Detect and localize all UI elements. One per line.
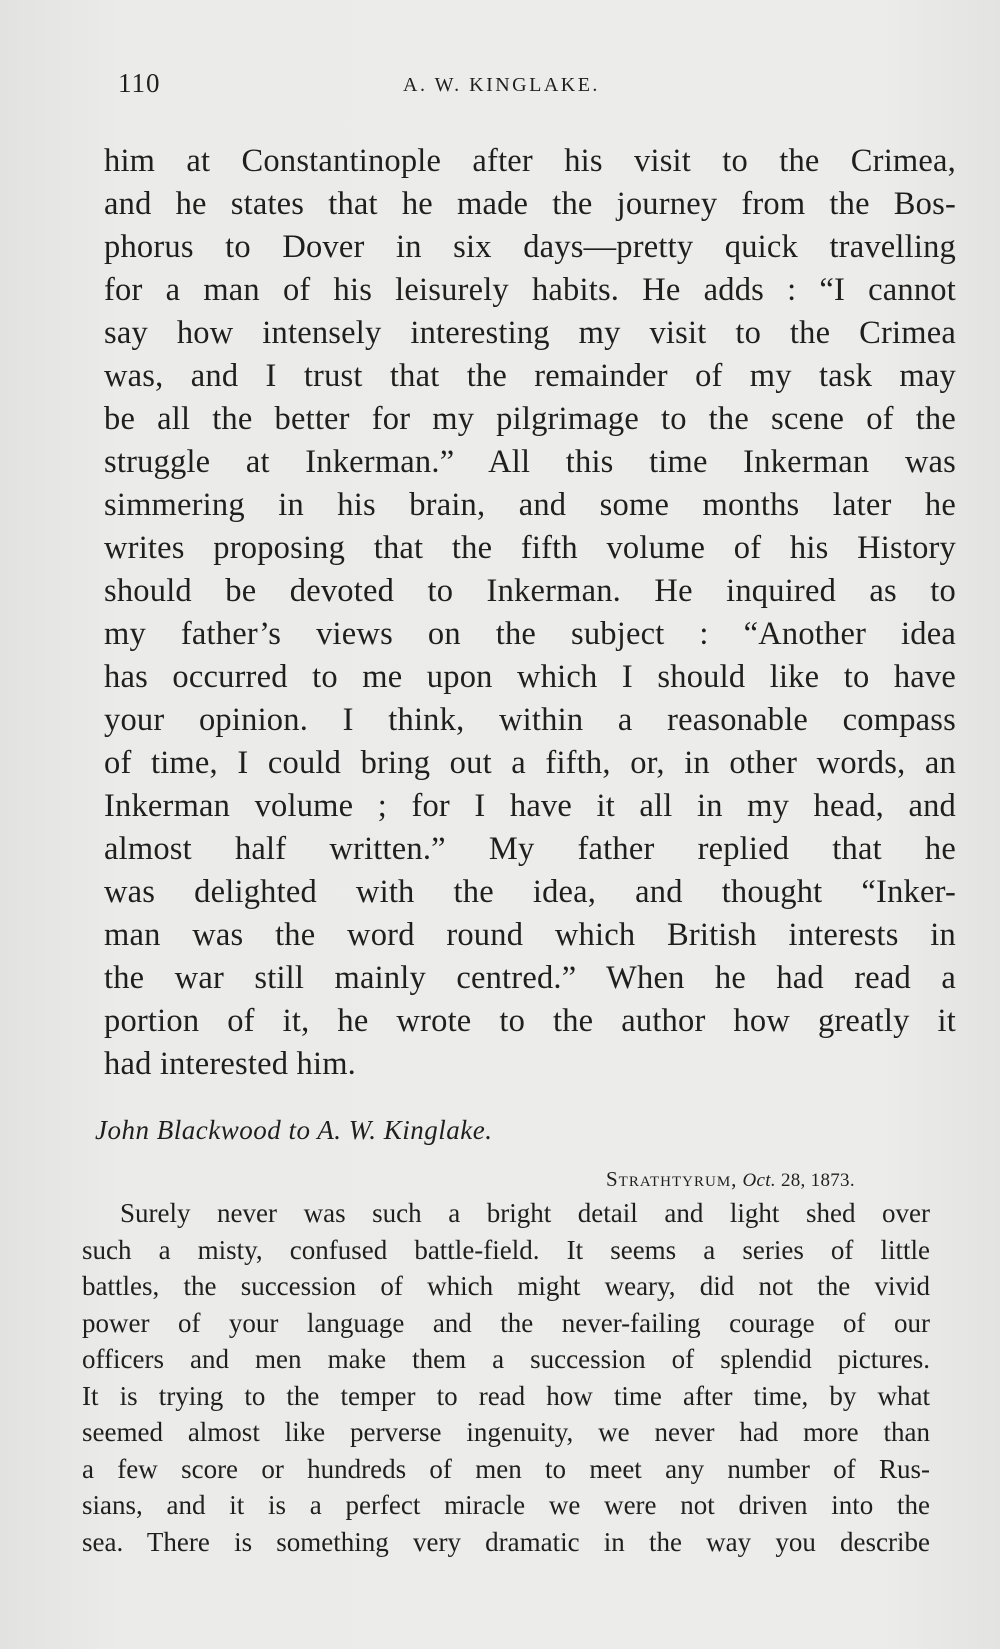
body-line: should be devoted to Inkerman. He inquired as to: [104, 573, 956, 609]
letter-line: seemed almost like perverse ingenuity, we never had more than: [82, 1417, 930, 1447]
letter-date-rest: 28, 1873.: [775, 1170, 855, 1191]
letter-line: Surely never was such a bright detail and light shed over: [120, 1198, 930, 1228]
body-line: writes proposing that the fifth volume of his History: [104, 530, 956, 566]
body-paragraph: [104, 140, 956, 1086]
body-line: say how intensely interesting my visit to the Crimea: [104, 315, 956, 351]
body-line: of time, I could bring out a fifth, or, in other words, an: [104, 745, 956, 781]
body-line: phorus to Dover in six days—pretty quick travelling: [104, 229, 956, 265]
body-line: be all the better for my pilgrimage to the scene of the: [104, 401, 956, 437]
running-head: [118, 68, 958, 108]
body-line: had interested him.: [104, 1046, 356, 1082]
body-line: my father’s views on the subject : “Another idea: [104, 616, 956, 652]
letter-place: Strathtyrum,: [606, 1167, 738, 1191]
letter-line: a few score or hundreds of men to meet any number of Rus-: [82, 1453, 930, 1484]
body-line: was, and I trust that the remainder of my task may: [104, 358, 956, 394]
body-line: has occurred to me upon which I should like to have: [104, 659, 956, 695]
letter-date-month: Oct.: [742, 1170, 776, 1191]
letter-line: sea. There is something very dramatic in the way you describe: [82, 1526, 930, 1557]
letter-heading: John Blackwood to A. W. Kinglake.: [95, 1115, 493, 1145]
running-title: A. W. KINGLAKE.: [403, 74, 600, 96]
body-line: almost half written.” My father replied that he: [104, 831, 956, 867]
page-number: 110: [118, 68, 161, 98]
letter-line: sians, and it is a perfect miracle we were not driven into the: [82, 1490, 930, 1520]
body-line: struggle at Inkerman.” All this time Inkerman was: [104, 444, 956, 480]
letter-line: officers and men make them a succession of splendid pictures.: [82, 1344, 930, 1374]
letter-body: [82, 1195, 930, 1560]
body-line: and he states that he made the journey from the Bos-: [104, 186, 956, 222]
letter-dateline: [606, 1167, 855, 1192]
body-line: him at Constantinople after his visit to the Crimea,: [104, 143, 956, 179]
body-line: the war still mainly centred.” When he had read a: [104, 960, 956, 996]
body-line: your opinion. I think, within a reasonable compass: [104, 702, 956, 738]
body-line: man was the word round which British interests in: [104, 917, 956, 953]
letter-line: power of your language and the never-failing courage of our: [82, 1307, 930, 1338]
body-line: for a man of his leisurely habits. He adds : “I cannot: [104, 272, 956, 308]
body-line: simmering in his brain, and some months later he: [104, 487, 956, 523]
letter-line: It is trying to the temper to read how time after time, by what: [82, 1380, 930, 1411]
letter-line: battles, the succession of which might weary, did not the vivid: [82, 1271, 930, 1301]
letter-line: such a misty, confused battle-field. It seems a series of little: [82, 1234, 930, 1265]
body-line: Inkerman volume ; for I have it all in my head, and: [104, 788, 956, 824]
body-line: portion of it, he wrote to the author how greatly it: [104, 1003, 956, 1039]
body-line: was delighted with the idea, and thought “Inker-: [104, 874, 956, 910]
